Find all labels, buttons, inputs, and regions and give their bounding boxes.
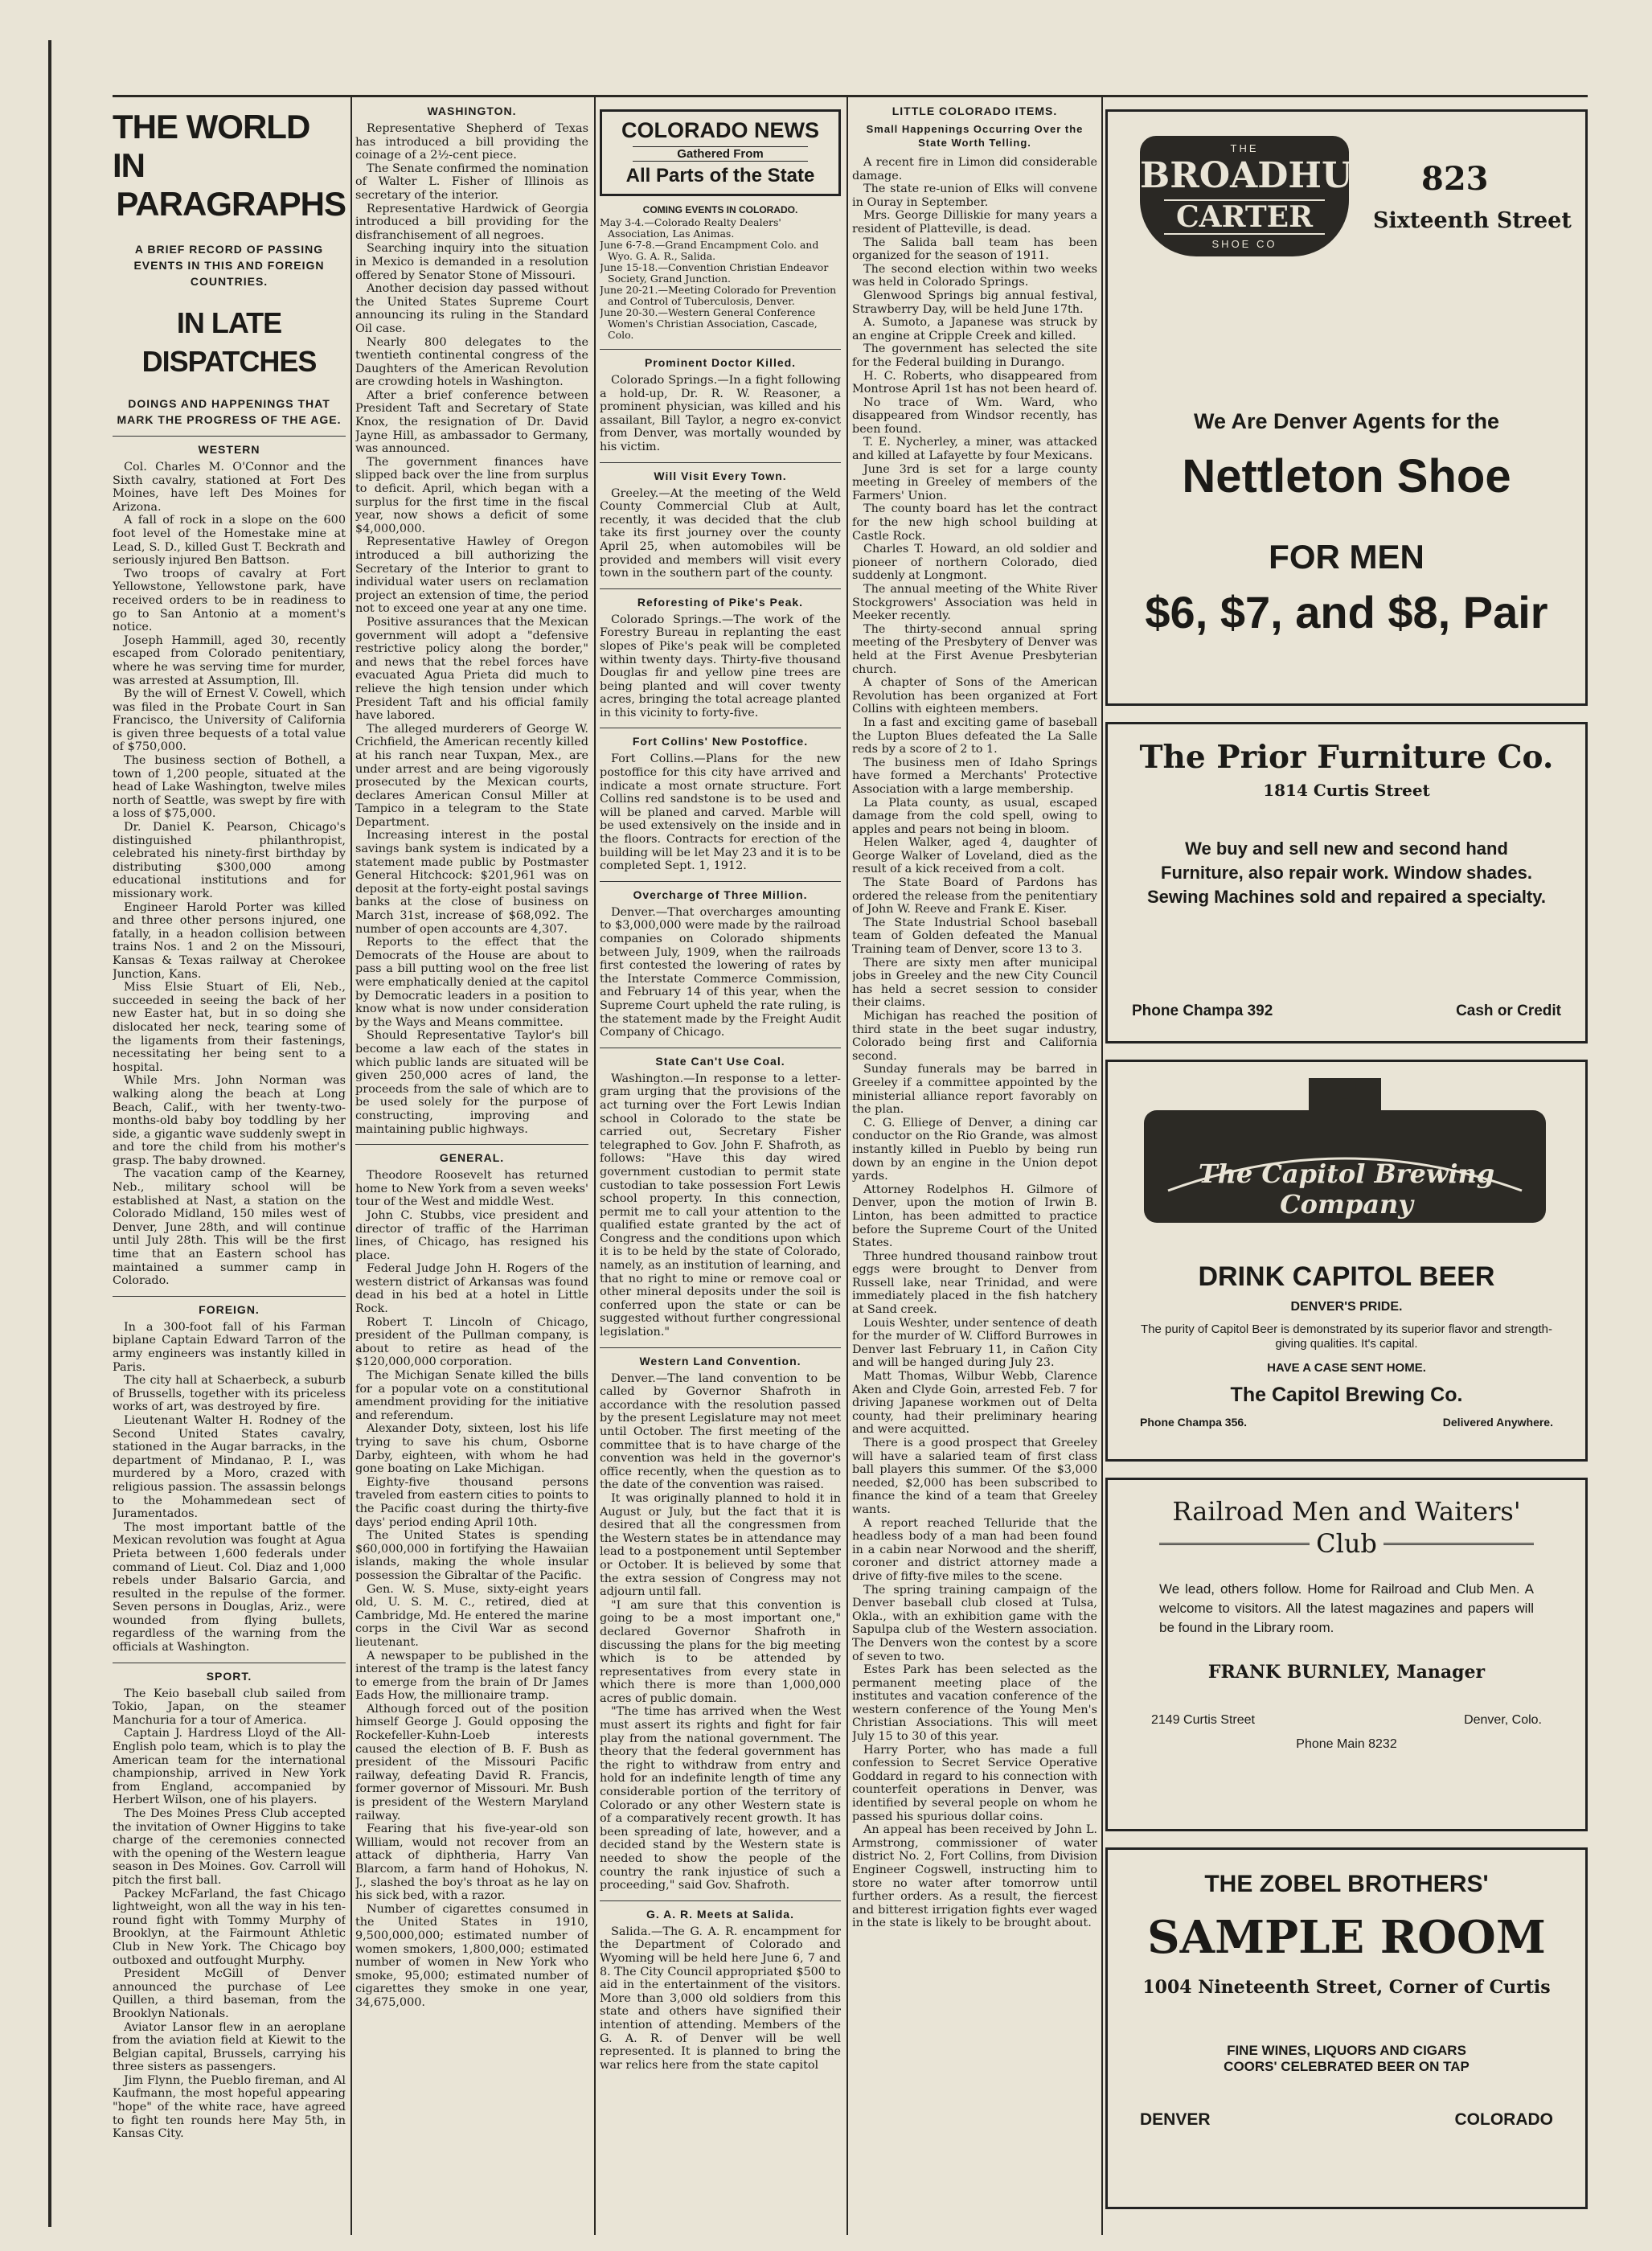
news-paragraph: The United States is spending $60,000,000 in fortifying the Hawaiian islands, making the whole insular possession the Gibraltar of the Pacific.: [355, 1529, 588, 1582]
news-paragraph: After a brief conference between President Taft and Secretary of State Knox, the resignation of Dr. David Jayne Hill, as ambassador to Germany, was announced.: [355, 388, 588, 456]
news-paragraph: The government finances have slipped back over the line from surplus to deficit. April, which began with a surplus for the first time in the fiscal year, now shows a deficit of some $4,000,000.: [355, 455, 588, 535]
news-paragraph: The annual meeting of the White River Stockgrowers' Association was held in Meeker recently.: [852, 583, 1097, 623]
news-paragraph: In a 300-foot fall of his Farman biplane Captain Edward Tarron of the army engineers was instantly killed in Paris.: [113, 1320, 346, 1374]
news-paragraph: The Salida ball team has been organized for the season of 1911.: [852, 236, 1097, 263]
news-paragraph: The most important battle of the Mexican revolution was fought at Agua Prieta between 1,600 federals under command of Lieut. Col. Diaz and 1,000 rebels under Balsario Garcia, and resulted in the repulse of the former. Seven persons in Douglas, Ariz., were wounded from flying bullets, regardless of the warning from the officials at Washington.: [113, 1520, 346, 1654]
ad-title: Railroad Men and Waiters': [1172, 1496, 1521, 1527]
news-paragraph: Alexander Doty, sixteen, lost his life trying to save his chum, Osborne Darby, eighteen, with whom he had gone boating on Lake Michigan.: [355, 1422, 588, 1476]
news-paragraph: The business men of Idaho Springs have formed a Merchants' Protective Association with a large membership.: [852, 756, 1097, 796]
news-paragraph: There are sixty men after municipal jobs in Greeley and the new City Council has held a secret session to consider their claims.: [852, 956, 1097, 1010]
story-head: Will Visit Every Town.: [600, 462, 841, 482]
divider: [1159, 1543, 1310, 1545]
news-paragraph: Robert T. Lincoln of Chicago, president of the Pullman company, is about to retire as head of the $120,000,000 corporation.: [355, 1315, 588, 1369]
ad-for-men: FOR MEN: [1269, 538, 1424, 576]
news-paragraph: Jim Flynn, the Pueblo fireman, and Al Kaufmann, the most hopeful appearing "hope" of the white race, have agreed to fight ten rounds here May 5th, in Kansas City.: [113, 2073, 346, 2141]
news-paragraph: The State Board of Pardons has ordered the release from the penitentiary of John W. Reeve and Frank E. Kiser.: [852, 876, 1097, 916]
headline-line: THE WORLD IN: [113, 108, 310, 184]
ad-prior-furniture: [1105, 722, 1588, 1043]
story-head: Fort Collins' New Postoffice.: [600, 728, 841, 748]
news-paragraph: Searching inquiry into the situation in Mexico is demanded in a resolution offered by Senator Stone of Missouri.: [355, 242, 588, 282]
news-paragraph: Eighty-five thousand persons traveled from eastern cities to points to the Pacific coast during the thirty-five days' period ending April 10th.: [355, 1475, 588, 1529]
news-paragraph: The county board has let the contract for the new high school building at Castle Rock.: [852, 502, 1097, 543]
event-item: June 20-30.—Western General Conference Women's Christian Association, Cascade, Colo.: [600, 306, 818, 341]
logo-text: SHOE CO: [1211, 238, 1277, 250]
event-item: May 3-4.—Colorado Realty Dealers' Association, Las Animas.: [600, 216, 781, 240]
events-head: COMING EVENTS IN COLORADO.: [642, 204, 798, 215]
ad-body: We buy and sell new and second hand Furniture, also repair work. Window shades. Sewing Machines sold and repaired a specialty.: [1147, 838, 1546, 907]
ad-prices: $6, $7, and $8, Pair: [1145, 587, 1548, 638]
news-paragraph: "The time has arrived when the West must assert its rights and fight for fair play from the national government. The theory that the federal government has the right to withdraw from entry and hold for an indefinite length of time any considerable portion of the territory of Colorado or any other Western state is of a comparatively recent growth. It has been spreading of late, however, and a decided stand by the Western state is needed to show the people of the country the rank injustice of such a proceeding," said Gov. Shafroth.: [600, 1705, 841, 1892]
ad-manager: FRANK BURNLEY, Manager: [1207, 1662, 1486, 1683]
logo-text: BROADHURST: [1140, 155, 1434, 196]
news-paragraph: Captain J. Hardress Lloyd of the All-English polo team, which is to play the American team for the international championship, arrived in New York from England, accompanied by Herbert Wilson, one of his players.: [113, 1727, 346, 1807]
news-paragraph: Miss Elsie Stuart of Eli, Neb., succeeded in seeing the back of her new Easter hat, but in so doing she dislocated her neck, tearing some of the ligaments from their fastenings, necessitating her being sent to a hospital.: [113, 981, 346, 1074]
news-paragraph: The Senate confirmed the nomination of Walter L. Fisher of Illinois as secretary of the interior.: [355, 162, 588, 202]
news-paragraph: The State Industrial School baseball team of Golden defeated the Manual Training team of Denver, score 13 to 3.: [852, 916, 1097, 957]
news-paragraph: Two troops of cavalry at Fort Yellowstone, Yellowstone park, have received orders to be in readiness to go to San Antonio at a moment's notice.: [113, 567, 346, 634]
news-paragraph: A report reached Telluride that the headless body of a man had been found in a cabin near Norwood and the sheriff, coroner and district attorney made a drive of fifty-five miles to the scene.: [852, 1516, 1097, 1583]
news-paragraph: The business section of Bothell, a town of 1,200 people, situated at the head of Lake Washington, twelve miles north of Seattle, was swept by fire with a loss of $75,000.: [113, 754, 346, 821]
news-paragraph: Number of cigarettes consumed in the United States in 1910, 9,500,000,000; estimated number of women smokers, 1,800,000; estimated number of women in New York who smoke, 95,000; estimated number of cigarettes they smoke in one year, 34,675,000.: [355, 1902, 588, 2009]
logo-text: CARTER: [1164, 199, 1325, 235]
logo-text: The Capitol Brewing Company: [1198, 1158, 1495, 1220]
western-items: [113, 461, 346, 1288]
ad-address: 1004 Nineteenth Street, Corner of Curtis: [1142, 1977, 1551, 1998]
news-paragraph: Salida.—The G. A. R. encampment for the Department of Colorado and Wyoming will be held here June 6, 7 and 8. The City Council appropriated $500 to aid in the entertainment of the visitors. More than 3,000 old soldiers from this state and others have signified their intention of attending. Members of the G. A. R. of Denver will be well represented. It is planned to bring the war relics here from the state capitol: [600, 1925, 841, 2072]
section-head-sport: SPORT.: [113, 1663, 346, 1683]
news-paragraph: C. G. Elliege of Denver, a dining car conductor on the Rio Grande, was almost instantly killed in Pueblo by being run down by an engine in the Union depot yards.: [852, 1116, 1097, 1183]
news-paragraph: Increasing interest in the postal savings bank system is indicated by a statement made public by Postmaster General Hitchcock: $201,961 was on deposit at the forty-eight postal savings banks at the close of business on March 31st, increase of $68,092. The number of open accounts are 4,307.: [355, 829, 588, 936]
column-rule: [846, 96, 848, 2235]
news-paragraph: Denver.—The land convention to be called by Governor Shafroth in accordance with the resolution passed by the present Legislature may not meet until October. The first meeting of the committee that is to have charge of the convention was held in the governor's office recently, when the question as to the date of the convention was raised.: [600, 1372, 841, 1492]
column-colorado-news: [600, 103, 841, 2225]
news-paragraph: Washington.—In response to a letter-gram urging that the provisions of the act turning over the Fort Lewis Indian school in Colorado to the state be carried out, Secretary Fisher telegraphed to Gov. John F. Shafroth, as follows: "Have this day wired government custodian to permit state custodian to take possession Fort Lewis school property. In this connection, permit me to call your attention to the qualified estate granted by the act of Congress and the conditions upon which it is to be held by the state of Colorado, namely, as an institution of learning, and that no right to mine or remove coal or other mineral deposits under the soil is conferred upon the state or can be suggested without further congressional legislation.": [600, 1072, 841, 1339]
news-paragraph: Michigan has reached the position of third state in the beet sugar industry, Colorado being first and California second.: [852, 1010, 1097, 1063]
news-paragraph: Charles T. Howard, an old soldier and pioneer of northern Colorado, died suddenly at Longmont.: [852, 543, 1097, 583]
event-item: June 20-21.—Meeting Colorado for Prevention and Control of Tuberculosis, Denver.: [600, 284, 837, 307]
ad-club: Club: [1316, 1528, 1377, 1559]
news-paragraph: Positive assurances that the Mexican government will adopt a "defensive restrictive policy along the border," and news that the rebel forces have evacuated Agua Prieta did much to relieve the high tension under which President Taft and his official family have labored.: [355, 615, 588, 723]
ad-zobel-brothers: [1105, 1847, 1588, 2209]
section-head-general: GENERAL.: [355, 1144, 588, 1164]
news-paragraph: An appeal has been received by John L. Armstrong, commissioner of water district No. 2, Fort Collins, from Division Engineer Cogswell, instructing him to store no water after tomorrow until further orders. As a result, the fiercest and bitterest irrigation fights ever waged in the state is likely to be brought about.: [852, 1823, 1097, 1930]
ad-street: Sixteenth Street: [1373, 208, 1572, 233]
ad-phone: Phone Main 8232: [1296, 1737, 1397, 1751]
news-paragraph: Packey McFarland, the fast Chicago lightweight, won all the way in his ten-round fight with Tommy Murphy of Brooklyn, at the Fairmount Athletic Club in New York. The Chicago boy outboxed and outfought Murphy.: [113, 1887, 346, 1967]
news-paragraph: Fort Collins.—Plans for the new postoffice for this city have arrived and indicate a most ornate structure. Fort Collins red sandstone is to be used and will be planed and carved. Marble will be used extensively on the inside and in the floors. Contracts for erection of the building will be let May 23 and it is to be completed Sept. 1, 1912.: [600, 752, 841, 873]
column-washington-general: [355, 103, 588, 2225]
ad-street: 2149 Curtis Street: [1151, 1713, 1255, 1727]
column-world-in-paragraphs: [113, 103, 346, 2225]
news-paragraph: It was originally planned to hold it in August or July, but the fact that it is desired that all the congressmen from the Western states be in attendance may lead to a postponement until September or October. It is believed by some that the extra session of Congress may not adjourn until fall.: [600, 1491, 841, 1599]
news-paragraph: Sunday funerals may be barred in Greeley if a committee appointed by the ministerial alliance report favorably on the plan.: [852, 1063, 1097, 1117]
news-paragraph: The Keio baseball club sailed from Tokio, Japan, on the steamer Manchuria for a tour of America.: [113, 1687, 346, 1727]
news-paragraph: Representative Hawley of Oregon introduced a bill authorizing the Secretary of the Interior to grant to individual water users on reclamation project an extension of time, the period not to exceed one year at any one time.: [355, 535, 588, 616]
box-subtitle: Gathered From: [633, 146, 808, 162]
news-paragraph: Colorado Springs.—In a fight following a hold-up, Dr. R. W. Reasoner, a prominent physician, was killed and his assailant, Bill Taylor, a negro ex-convict from Denver, was mortally wounded by his victim.: [600, 374, 841, 453]
news-paragraph: La Plata county, as usual, escaped damage from the cold spell, owing to apples and pears not being in bloom.: [852, 796, 1097, 836]
news-paragraph: Theodore Roosevelt has returned home to New York from a seven weeks' tour of the West and middle West.: [355, 1169, 588, 1209]
colorado-news-box: [600, 109, 841, 196]
news-paragraph: June 3rd is set for a large county meeting in Greeley of members of the Farmers' Union.: [852, 462, 1097, 502]
ad-company-name: The Prior Furniture Co.: [1139, 739, 1554, 776]
news-paragraph: The second election within two weeks was held in Colorado Springs.: [852, 262, 1097, 289]
ad-street-number: 823: [1421, 160, 1489, 198]
section-head-western: WESTERN: [113, 436, 346, 456]
news-paragraph: While Mrs. John Norman was walking along the beach at Long Beach, Calif., with her twenty-two-months-old baby boy toddling by her side, a gigantic wave suddenly swept in and tore the child from his mother's grasp. The baby drowned.: [113, 1074, 346, 1167]
news-paragraph: Louis Weshter, under sentence of death for the murder of W. Clifford Burrowes in Denver last February 11, in Cañon City and will be hanged during July 23.: [852, 1316, 1097, 1370]
foreign-items: [113, 1321, 346, 1654]
news-paragraph: The spring training campaign of the Denver baseball club closed at Tulsa, Okla., with an exhibition game with the Sapulpa club of the Western association. The Denvers won the contest by a score of seven to two.: [852, 1583, 1097, 1663]
news-paragraph: There is a good prospect that Greeley will have a salaried team of first class ball players this summer. Of the $3,000 needed, $2,000 has been subscribed to finance the kind of a team that Greeley wants.: [852, 1437, 1097, 1516]
club-line: [1159, 1528, 1534, 1559]
news-paragraph: Representative Shepherd of Texas has introduced a bill providing the coinage of a 2½-cent piece.: [355, 122, 588, 162]
ad-coors: COORS' CELEBRATED BEER ON TAP: [1224, 2059, 1470, 2074]
news-paragraph: Denver.—That overcharges amounting to $3,000,000 were made by the railroad companies on Colorado shipments between July, 1909, when the railroads first contested the lowering of rates by the Interstate Commerce Commission, and February 14 of this year, when the Supreme Court upheld the rate ruling, is the statement made by the Freight Audit Company of Chicago.: [600, 905, 841, 1039]
section-head-foreign: FOREIGN.: [113, 1296, 346, 1316]
news-paragraph: A newspaper to be published in the interest of the tramp is the latest fancy to emerge from the brain of Dr James Eads How, the millionaire tramp.: [355, 1649, 588, 1703]
ad-body: The purity of Capitol Beer is demonstrated by its superior flavor and strength-giving qualities. It's capital.: [1141, 1322, 1552, 1351]
news-paragraph: Estes Park has been selected as the permanent meeting place of the institutes and vacation conference of the western conference of the Young Men's Christian Associations. This will meet July 15 to 30 of this year.: [852, 1663, 1097, 1744]
story-head: Western Land Convention.: [600, 1347, 841, 1367]
news-paragraph: Federal Judge John H. Rogers of the western district of Arkansas was found dead in his bed at a hotel in Little Rock.: [355, 1262, 588, 1316]
section-head-washington: WASHINGTON.: [427, 105, 517, 117]
news-paragraph: A chapter of Sons of the American Revolution has been organized at Fort Collins with eighteen members.: [852, 676, 1097, 716]
news-paragraph: Gen. W. S. Muse, sixty-eight years old, U. S. M. C., retired, died at Cambridge, Md. He entered the marine corps in the Civil War as second lieutenant.: [355, 1582, 588, 1649]
ad-footer-row: [1140, 2110, 1553, 2130]
news-paragraph: Lieutenant Walter H. Rodney of the Second United States cavalry, stationed in the Augar barracks, in the department of Mindanao, P. I., was murdered by a Moro, crazed with religious passion. The assassin belongs to the Mohammedean sect of Juramentados.: [113, 1413, 346, 1521]
news-paragraph: In a fast and exciting game of baseball the Lupton Blues defeated the La Salle reds by a score of 2 to 1.: [852, 715, 1097, 756]
news-paragraph: The government has selected the site for the Federal building in Durango.: [852, 342, 1097, 369]
ad-nettleton-shoe: Nettleton Shoe: [1182, 450, 1511, 502]
news-paragraph: The Des Moines Press Club accepted the invitation of Owner Higgins to take charge of the ceremonies connected with the opening of the Western league season in Des Moines. Gov. Carroll will pitch the first ball.: [113, 1807, 346, 1887]
news-paragraph: Harry Porter, who has made a full confession to Secret Service Operative Goddard in regard to his connection with counterfeit operations in Denver, was identified by several people on whom he passed his spurious dollar coins.: [852, 1743, 1097, 1823]
news-paragraph: Engineer Harold Porter was killed and three other persons injured, one fatally, in a headon collision between trains Nos. 1 and 2 on the Missouri, Kansas & Texas railway at Cherokee Junction, Kans.: [113, 900, 346, 981]
ad-address-row: [1151, 1713, 1542, 1728]
ad-drink-capitol-beer: DRINK CAPITOL BEER: [1198, 1261, 1495, 1292]
ad-city: Denver, Colo.: [1464, 1713, 1542, 1727]
box-title2: All Parts of the State: [625, 165, 815, 187]
headline-world: [113, 108, 346, 223]
column-rule: [594, 96, 596, 2235]
ad-agents-line: We Are Denver Agents for the: [1193, 409, 1500, 433]
news-paragraph: The city hall at Schaerbeck, a suburb of Brussells, together with its priceless works of art, was destroyed by fire.: [113, 1374, 346, 1414]
news-paragraph: A recent fire in Limon did considerable damage.: [852, 156, 1097, 182]
news-paragraph: John C. Stubbs, vice president and director of traffic of the Harriman lines, of Chicago, has resigned his place.: [355, 1208, 588, 1262]
news-paragraph: Attorney Rodelphos H. Gilmore of Denver, upon the motion of Irwin B. Linton, has been admitted to practice before the Supreme Court of the United States.: [852, 1183, 1097, 1250]
subhead: DOINGS AND HAPPENINGS THAT MARK THE PROGRESS OF THE AGE.: [117, 397, 342, 426]
headline-dispatches: IN LATE DISPATCHES: [141, 306, 317, 378]
news-paragraph: Nearly 800 delegates to the twentieth continental congress of the Daughters of the American Revolution are crowding hotels in Washington.: [355, 335, 588, 389]
news-paragraph: Fearing that his five-year-old son William, would not recover from an attack of diphtheria, Harry Van Blarcom, a farm hand of Hohokus, N. J., slashed the boy's throat as he lay on his sick bed, with a razor.: [355, 1823, 588, 1903]
news-paragraph: By the will of Ernest V. Cowell, which was filed in the Probate Court in San Francisco, the University of California is given three bequests of a total value of $750,000.: [113, 687, 346, 754]
news-paragraph: Should Representative Taylor's bill become a law each of the states in which public lands are situated will be given 250,000 acres of land, the proceeds from the sale of which are to be used solely for the purpose of constructing, improving and maintaining public highways.: [355, 1029, 588, 1136]
washington-items: [355, 122, 588, 1136]
ad-phone: Phone Champa 392: [1132, 1002, 1273, 1019]
ad-case-line: HAVE A CASE SENT HOME.: [1267, 1361, 1426, 1375]
event-item: June 15-18.—Convention Christian Endeavor Society, Grand Junction.: [600, 261, 829, 285]
ad-address: 1814 Curtis Street: [1263, 781, 1430, 800]
ad-colorado: COLORADO: [1454, 2110, 1553, 2129]
ad-railroad-club: [1105, 1478, 1588, 1831]
ad-company-name: The Capitol Brewing Co.: [1230, 1384, 1463, 1406]
general-items: [355, 1169, 588, 2009]
story-head: State Can't Use Coal.: [600, 1048, 841, 1068]
story-head: G. A. R. Meets at Salida.: [600, 1900, 841, 1921]
news-paragraph: No trace of Wm. Ward, who disappeared from Windsor recently, has been found.: [852, 396, 1097, 436]
top-rule: [113, 95, 1588, 97]
news-paragraph: Although forced out of the position himself George J. Gould opposing the Rockefeller-Kuhn-Loeb interests caused the election of B. F. Bush as president of the Missouri Pacific railway, defeating David R. Francis, former governor of Missouri. Mr. Bush is president of the Western Maryland railway.: [355, 1702, 588, 1823]
news-paragraph: Col. Charles M. O'Connor and the Sixth cavalry, stationed at Fort Des Moines, have left Des Moines for Arizona.: [113, 461, 346, 514]
ad-phone: Phone Champa 356.: [1140, 1416, 1248, 1429]
news-paragraph: A. Sumoto, a Japanese was struck by an engine at Cripple Creek and killed.: [852, 316, 1097, 342]
news-paragraph: "I am sure that this convention is going to be a most important one," declared Governor Shafroth in discussing the plans for the big meeting which is to be attended by representatives from every state in which there is more than 1,000,000 acres of public domain.: [600, 1598, 841, 1705]
news-paragraph: Another decision day passed without the United States Supreme Court announcing its ruling in the Standard Oil case.: [355, 282, 588, 335]
coming-events: [600, 217, 841, 341]
event-item: June 6-7-8.—Grand Encampment Colo. and Wyo. G. A. R., Salida.: [600, 239, 819, 262]
news-paragraph: H. C. Roberts, who disappeared from Montrose April 1st has not been heard of.: [852, 369, 1097, 396]
ad-terms: Cash or Credit: [1456, 1002, 1561, 1019]
column-little-colorado-items: [852, 103, 1097, 2225]
ad-broadhurst-carter: [1105, 109, 1588, 706]
news-paragraph: T. E. Nycherley, a miner, was attacked and killed at Lafayette by four Mexicans.: [852, 436, 1097, 463]
column-rule: [350, 96, 352, 2235]
news-paragraph: Helen Walker, aged 4, daughter of George Walker of Loveland, died as the result of a kick received from a colt.: [852, 836, 1097, 876]
section-head-little-items: LITTLE COLORADO ITEMS.: [892, 105, 1058, 117]
news-paragraph: Colorado Springs.—The work of the Forestry Bureau in replanting the east slopes of Pike's peak will be completed within twenty days. Thirty-five thousand Douglas fir and yellow pine trees are being planted and will cover twenty acres, bringing the total acreage planted in this vicinity to forty-five.: [600, 613, 841, 720]
news-paragraph: Mrs. George Dilliskie for many years a resident of Platteville, is dead.: [852, 209, 1097, 236]
news-paragraph: Matt Thomas, Wilbur Webb, Clarence Aken and Clyde Goin, arrested Feb. 7 for driving Japanese workmen out of Delta county, had their preliminary hearing and were acquitted.: [852, 1370, 1097, 1437]
news-paragraph: The vacation camp of the Kearney, Neb., military school will be established at Nast, a station on the Colorado Midland, 150 miles west of Denver, June 28th, and will continue until July 28th. This will be the first time that an Eastern school has maintained a summer camp in Colorado.: [113, 1167, 346, 1288]
subhead: Small Happenings Occurring Over the State Worth Telling.: [866, 123, 1084, 149]
news-paragraph: The Michigan Senate killed the bills for a popular vote on a constitutional amendment providing for the initiative and referendum.: [355, 1369, 588, 1422]
news-paragraph: Three hundred thousand rainbow trout eggs were brought to Denver from Russell lake, near Trinidad, and were immediately placed in the fish hatchery at Sand creek.: [852, 1249, 1097, 1317]
logo-text: THE: [1230, 142, 1259, 154]
news-paragraph: Aviator Lansor flew in an aeroplane from the aviation field at Kiewit to the Belgian capital, Brussels, carrying his three sisters as passengers.: [113, 2020, 346, 2074]
sport-items: [113, 1687, 346, 2141]
news-paragraph: The thirty-second annual spring meeting of the Presbytery of Denver was held at the First Avenue Presbyterian church.: [852, 622, 1097, 676]
news-paragraph: Reports to the effect that the Democrats of the House are about to pass a bill putting wool on the free list were emphatically denied at the capitol by Democratic leaders in a position to know what is now under consideration by the Ways and Means committee.: [355, 936, 588, 1029]
ad-denver: DENVER: [1140, 2110, 1211, 2129]
page-binding-edge: [48, 40, 51, 2227]
news-paragraph: The alleged murderers of George W. Crichfield, the American recently killed at his ranch near Tuxpan, Mex., are under arrest and are being vigorously prosecuted by the Mexican courts, declares American Consul Miller at Tampico in a telegram to the State Department.: [355, 722, 588, 829]
ad-delivered: Delivered Anywhere.: [1442, 1416, 1553, 1429]
news-paragraph: President McGill of Denver announced the purchase of Lee Quillen, a third baseman, from the Brooklyn Nationals.: [113, 1967, 346, 2020]
divider: [1383, 1543, 1534, 1545]
column-advertisements: [1105, 103, 1588, 2225]
ad-capitol-brewing: [1105, 1060, 1588, 1462]
ad-denvers-pride: DENVER'S PRIDE.: [1290, 1300, 1403, 1314]
ad-sample-room: SAMPLE ROOM: [1147, 1911, 1546, 1964]
broadhurst-carter-logo: [1140, 136, 1434, 256]
story-head: Prominent Doctor Killed.: [600, 349, 841, 369]
news-paragraph: A fall of rock in a slope on the 600 foot level of the Homestake mine at Lead, S. D., killed Gust T. Beckrath and seriously injured Ben Battson.: [113, 514, 346, 568]
news-paragraph: Joseph Hammill, aged 30, recently escaped from Colorado penitentiary, where he was serving time for murder, was arrested at Assumption, Ill.: [113, 633, 346, 687]
story-head: Reforesting of Pike's Peak.: [600, 588, 841, 609]
box-title: COLORADO NEWS: [621, 118, 819, 142]
ad-title: THE ZOBEL BROTHERS': [1204, 1871, 1489, 1897]
ad-body: We lead, others follow. Home for Railroad and Club Men. A welcome to visitors. All the latest magazines and papers will be found in the Library room.: [1159, 1581, 1534, 1635]
colorado-stories: [600, 349, 841, 2072]
subhead: A BRIEF RECORD OF PASSING EVENTS IN THIS AND FOREIGN COUNTRIES.: [133, 243, 325, 288]
ad-wines: FINE WINES, LIQUORS AND CIGARS: [1227, 2043, 1466, 2058]
news-paragraph: Glenwood Springs big annual festival, Strawberry Day, will be held June 17th.: [852, 289, 1097, 316]
story-head: Overcharge of Three Million.: [600, 881, 841, 901]
little-items: [852, 156, 1097, 1930]
news-paragraph: Representative Hardwick of Georgia introduced a bill providing for the disfranchisement of all negroes.: [355, 202, 588, 242]
news-paragraph: Dr. Daniel K. Pearson, Chicago's distinguished philanthropist, celebrated his ninety-first birthday by distributing $300,000 among educational institutions and for missionary work.: [113, 821, 346, 900]
news-paragraph: The state re-union of Elks will convene in Ouray in September.: [852, 182, 1097, 209]
column-rule: [1101, 96, 1103, 2235]
news-paragraph: Greeley.—At the meeting of the Weld County Commercial Club at Ault, recently, it was decided that the club take its first journey over the county April 25, when automobiles will be provided and members will visit every town in the southern part of the county.: [600, 486, 841, 580]
headline-line: PARAGRAPHS: [116, 185, 346, 223]
